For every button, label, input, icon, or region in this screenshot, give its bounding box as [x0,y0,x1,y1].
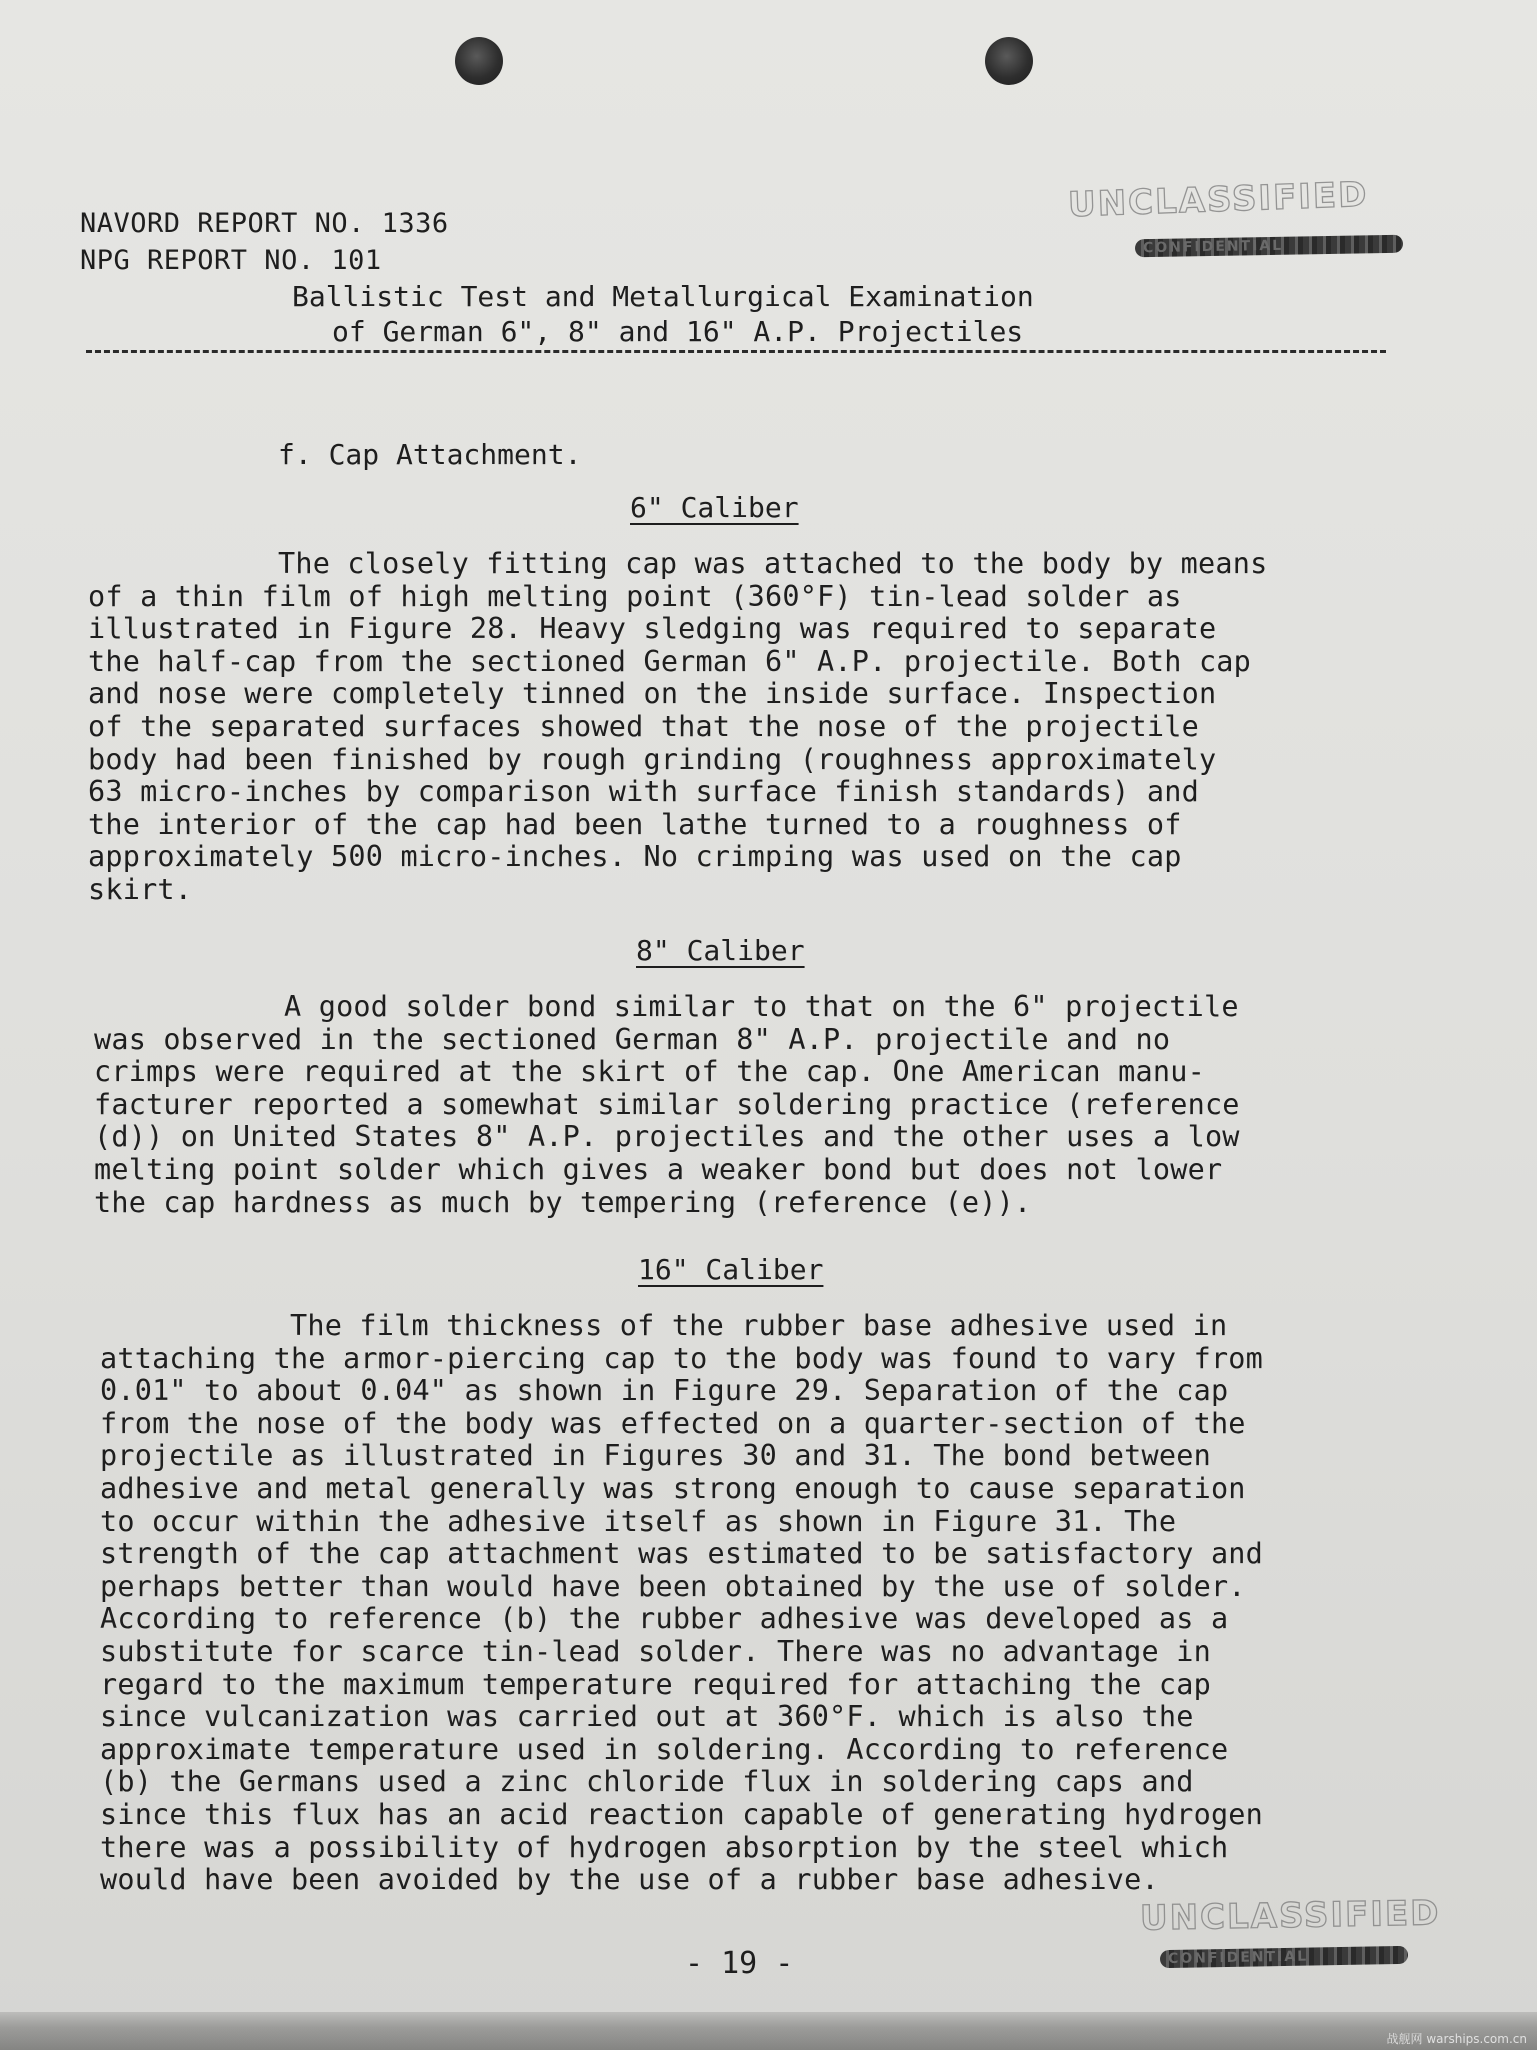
text-line: and nose were completely tinned on the inside surface. Inspection [88,677,1217,711]
text-line: substitute for scarce tin-lead solder. There was no advantage in [100,1634,1211,1668]
text-line: strength of the cap attachment was estimated to be satisfactory and [100,1537,1264,1571]
text-line: melting point solder which gives a weaker bond but does not lower [94,1152,1223,1186]
text-line: A good solder bond similar to that on the 6" projectile [284,990,1239,1023]
text-line: regard to the maximum temperature required for attaching the cap [100,1667,1211,1701]
text-line: to occur within the adhesive itself as shown in Figure 31. The [100,1504,1177,1538]
text-line: approximately 500 micro-inches. No crimping was used on the cap [88,840,1182,874]
navord-report-number: NAVORD REPORT NO. 1336 [80,208,449,239]
text-line: crimps were required at the skirt of the cap. One American manu- [94,1055,1205,1089]
dashed-divider [86,350,1386,363]
text-line: perhaps better than would have been obtained by the use of solder. [100,1569,1246,1603]
report-title-line-2: of German 6", 8" and 16" A.P. Projectiles [332,315,1024,348]
text-line: illustrated in Figure 28. Heavy sledging was required to separate [88,612,1217,646]
watermark: 战舰网 warships.com.cn [1386,2032,1527,2046]
section-heading-16-caliber: 16" Caliber [638,1253,824,1286]
text-line: approximate temperature used in soldering. According to reference [100,1732,1229,1766]
text-line: The film thickness of the rubber base adhesive used in [290,1309,1228,1342]
punch-hole-right [985,37,1033,85]
text-line: since this flux has an acid reaction capable of generating hydrogen [100,1797,1264,1831]
scan-bottom-edge [0,2012,1537,2050]
text-line: attaching the armor-piercing cap to the body was found to vary from [100,1341,1264,1375]
text-line: from the nose of the body was effected on a quarter-section of the [100,1406,1246,1440]
text-line: 63 micro-inches by comparison with surface finish standards) and [88,775,1199,809]
text-line: of a thin film of high melting point (360°F) tin-lead solder as [88,579,1182,613]
text-line: skirt. [88,872,193,906]
text-line: According to reference (b) the rubber adhesive was developed as a [100,1602,1229,1636]
text-line: facturer reported a somewhat similar soldering practice (reference [94,1087,1240,1121]
punch-hole-left [455,37,503,85]
paragraph-6-caliber [88,548,1267,907]
classification-stamp-top: UNCLASSIFIED [1067,174,1370,226]
text-line: would have been avoided by the use of a rubber base adhesive. [100,1863,1159,1897]
text-line: adhesive and metal generally was strong enough to cause separation [100,1471,1246,1505]
text-line: The closely fitting cap was attached to the body by means [278,547,1268,580]
item-heading-cap-attachment: f. Cap Attachment. [278,438,582,471]
text-line: there was a possibility of hydrogen absorption by the steel which [100,1830,1229,1864]
text-line: (b) the Germans used a zinc chloride flux in soldering caps and [100,1765,1194,1799]
page-number: - 19 - [685,1946,794,1981]
text-line: the interior of the cap had been lathe turned to a roughness of [88,807,1182,841]
text-line: (d)) on United States 8" A.P. projectiles and the other uses a low [94,1120,1240,1154]
text-line: the cap hardness as much by tempering (reference (e)). [94,1185,1032,1219]
text-line: body had been finished by rough grinding (roughness approximately [88,742,1217,776]
paragraph-16-caliber [100,1310,1263,1897]
paragraph-8-caliber [94,991,1240,1219]
redacted-stamp-bottom: CONFIDENTIAL [1160,1946,1408,1968]
npg-report-number: NPG REPORT NO. 101 [80,245,382,276]
text-line: since vulcanization was carried out at 360°F. which is also the [100,1700,1194,1734]
section-heading-8-caliber: 8" Caliber [636,934,805,967]
text-line: was observed in the sectioned German 8" A.P. projectile and no [94,1022,1171,1056]
text-line: projectile as illustrated in Figures 30 and 31. The bond between [100,1439,1211,1473]
section-heading-6-caliber: 6" Caliber [630,491,799,524]
text-line: the half-cap from the sectioned German 6" A.P. projectile. Both cap [88,644,1252,678]
text-line: 0.01" to about 0.04" as shown in Figure 29. Separation of the cap [100,1374,1229,1408]
report-title-line-1: Ballistic Test and Metallurgical Examination [292,280,1034,313]
text-line: of the separated surfaces showed that the nose of the projectile [88,709,1199,743]
classification-stamp-bottom: UNCLASSIFIED [1139,1893,1441,1939]
redacted-stamp-top: CONFIDENTIAL [1135,235,1403,258]
